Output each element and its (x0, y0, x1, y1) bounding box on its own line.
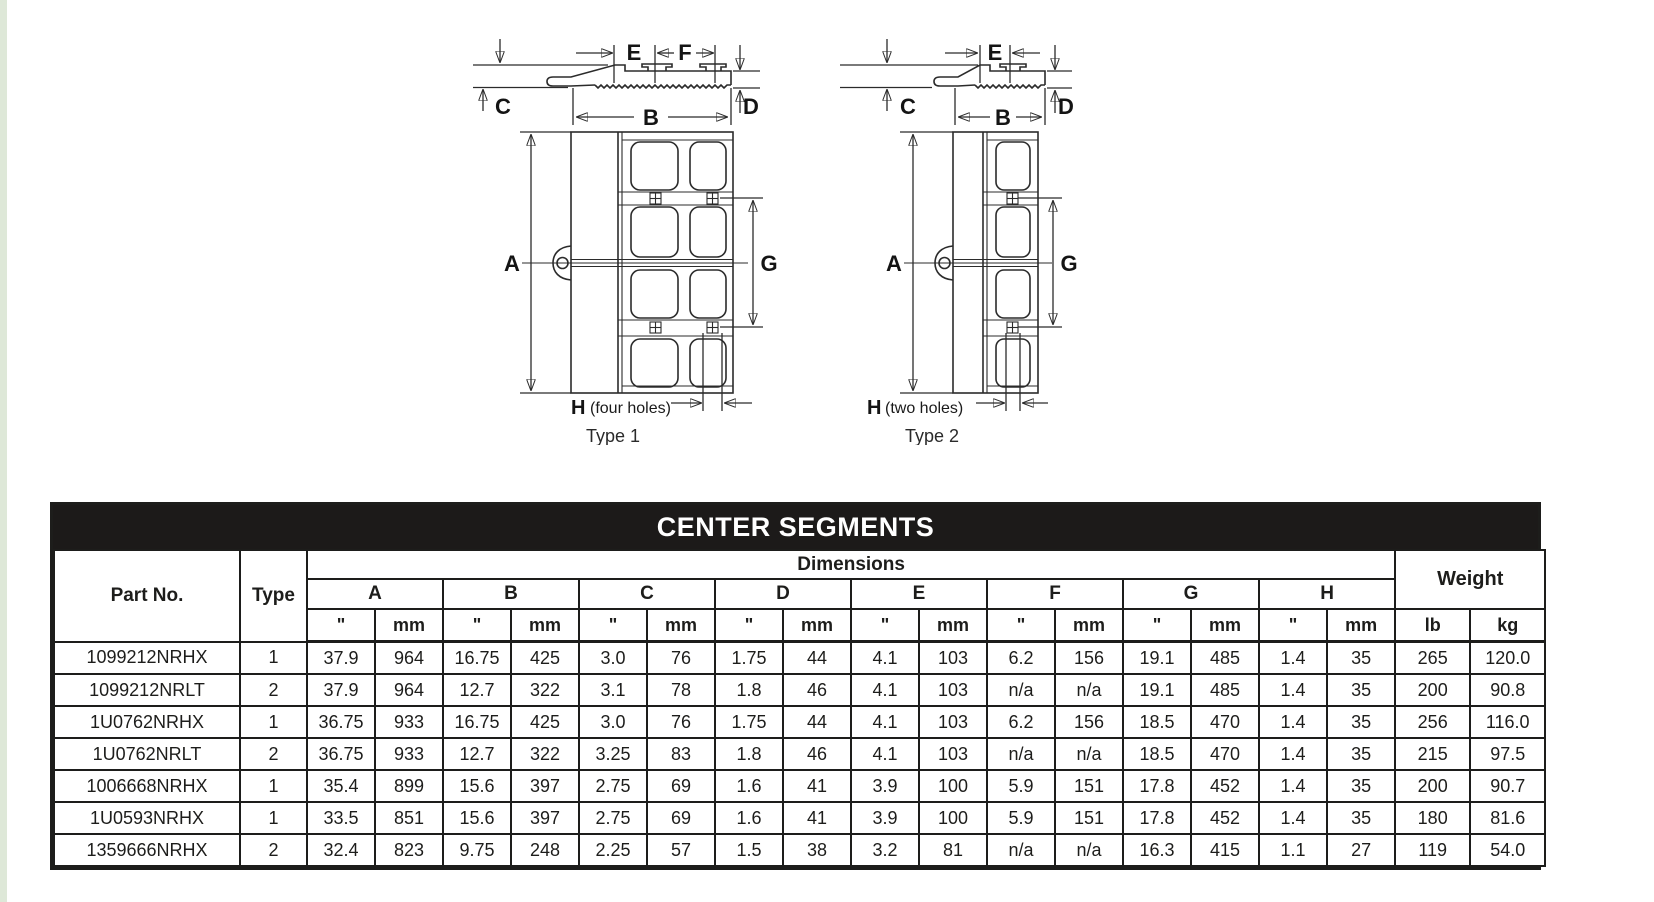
value-cell: 35 (1327, 802, 1395, 834)
header-dim-f: F (987, 579, 1123, 609)
dim-label-b: B (643, 105, 659, 130)
unit-in: " (307, 609, 375, 642)
value-cell: 2.25 (579, 834, 647, 866)
part-no-cell: 1099212NRHX (54, 642, 240, 675)
unit-lb: lb (1395, 609, 1470, 642)
type-cell: 1 (240, 802, 307, 834)
value-cell: 78 (647, 674, 715, 706)
unit-mm: mm (647, 609, 715, 642)
spec-table (53, 549, 1546, 867)
value-cell: 6.2 (987, 642, 1055, 675)
type2-caption: Type 2 (904, 426, 960, 445)
value-cell: n/a (1055, 738, 1123, 770)
value-cell: 5.9 (987, 802, 1055, 834)
value-cell: 35 (1327, 706, 1395, 738)
value-cell: 485 (1191, 674, 1259, 706)
unit-mm: mm (375, 609, 443, 642)
value-cell: 16.75 (443, 706, 511, 738)
value-cell: 18.5 (1123, 738, 1191, 770)
header-dim-b: B (443, 579, 579, 609)
value-cell: 83 (647, 738, 715, 770)
type2-clamp (1000, 64, 1026, 71)
value-cell: 35 (1327, 770, 1395, 802)
unit-mm: mm (1055, 609, 1123, 642)
type1-serration (595, 85, 731, 88)
value-cell: 37.9 (307, 642, 375, 675)
unit-mm: mm (1327, 609, 1395, 642)
value-cell: 415 (1191, 834, 1259, 866)
value-cell: 397 (511, 802, 579, 834)
value-cell: 452 (1191, 802, 1259, 834)
value-cell: 17.8 (1123, 802, 1191, 834)
value-cell: 4.1 (851, 706, 919, 738)
table-row (54, 834, 1545, 866)
dim-label-c: C (900, 94, 916, 119)
value-cell: 15.6 (443, 770, 511, 802)
value-cell: 322 (511, 738, 579, 770)
type-cell: 1 (240, 706, 307, 738)
value-cell: 19.1 (1123, 674, 1191, 706)
value-cell: 180 (1395, 802, 1470, 834)
value-cell: 1.4 (1259, 674, 1327, 706)
type-cell: 2 (240, 674, 307, 706)
value-cell: 2.75 (579, 770, 647, 802)
value-cell: 3.0 (579, 642, 647, 675)
value-cell: 16.3 (1123, 834, 1191, 866)
value-cell: 3.9 (851, 802, 919, 834)
value-cell: 81 (919, 834, 987, 866)
value-cell: 470 (1191, 706, 1259, 738)
dim-label-b: B (995, 105, 1011, 130)
type1-clamp-1 (642, 64, 672, 71)
value-cell: n/a (1055, 834, 1123, 866)
value-cell: 1.4 (1259, 642, 1327, 675)
value-cell: 46 (783, 674, 851, 706)
center-segments-table (50, 502, 1541, 870)
dim-label-h: H (571, 397, 586, 419)
value-cell: 38 (783, 834, 851, 866)
value-cell: 1.4 (1259, 738, 1327, 770)
value-cell: 97.5 (1470, 738, 1545, 770)
value-cell: 1.75 (715, 706, 783, 738)
value-cell: 54.0 (1470, 834, 1545, 866)
value-cell: n/a (987, 738, 1055, 770)
type2-serration (975, 85, 1045, 88)
value-cell: 41 (783, 802, 851, 834)
dim-label-a: A (504, 251, 520, 276)
value-cell: 41 (783, 770, 851, 802)
value-cell: 35 (1327, 738, 1395, 770)
value-cell: 76 (647, 642, 715, 675)
value-cell: 933 (375, 706, 443, 738)
table-row (54, 738, 1545, 770)
left-strip (0, 0, 7, 902)
value-cell: 200 (1395, 674, 1470, 706)
value-cell: 2.75 (579, 802, 647, 834)
type-cell: 1 (240, 642, 307, 675)
value-cell: 4.1 (851, 738, 919, 770)
value-cell: 35 (1327, 642, 1395, 675)
value-cell: 1.6 (715, 770, 783, 802)
value-cell: 156 (1055, 642, 1123, 675)
header-dim-c: C (579, 579, 715, 609)
type1-clamp-2 (700, 64, 726, 71)
header-dim-g: G (1123, 579, 1259, 609)
value-cell: 103 (919, 674, 987, 706)
type-cell: 2 (240, 738, 307, 770)
table-row (54, 770, 1545, 802)
header-weight: Weight (1395, 550, 1545, 609)
value-cell: 1.4 (1259, 770, 1327, 802)
value-cell: 933 (375, 738, 443, 770)
value-cell: 119 (1395, 834, 1470, 866)
table-body (54, 642, 1545, 867)
value-cell: 6.2 (987, 706, 1055, 738)
value-cell: 964 (375, 642, 443, 675)
type2-side-profile (934, 65, 1045, 86)
type2-drawing (800, 25, 1090, 445)
value-cell: 32.4 (307, 834, 375, 866)
value-cell: 322 (511, 674, 579, 706)
part-no-cell: 1U0593NRHX (54, 802, 240, 834)
value-cell: n/a (987, 674, 1055, 706)
value-cell: 9.75 (443, 834, 511, 866)
value-cell: 470 (1191, 738, 1259, 770)
value-cell: 1.4 (1259, 706, 1327, 738)
value-cell: 57 (647, 834, 715, 866)
value-cell: 452 (1191, 770, 1259, 802)
value-cell: 156 (1055, 706, 1123, 738)
value-cell: 4.1 (851, 674, 919, 706)
value-cell: 18.5 (1123, 706, 1191, 738)
value-cell: 3.0 (579, 706, 647, 738)
part-no-cell: 1359666NRHX (54, 834, 240, 866)
value-cell: 851 (375, 802, 443, 834)
value-cell: 16.75 (443, 642, 511, 675)
value-cell: 200 (1395, 770, 1470, 802)
dim-label-d: D (743, 94, 759, 119)
value-cell: 4.1 (851, 642, 919, 675)
value-cell: 1.1 (1259, 834, 1327, 866)
table-row (54, 706, 1545, 738)
dim-label-g: G (760, 251, 778, 276)
h-note-type2: (two holes) (885, 400, 964, 417)
value-cell: 116.0 (1470, 706, 1545, 738)
value-cell: 425 (511, 706, 579, 738)
type-cell: 1 (240, 770, 307, 802)
unit-in: " (443, 609, 511, 642)
header-dim-d: D (715, 579, 851, 609)
type1-caption: Type 1 (585, 426, 641, 445)
dim-label-e: E (987, 40, 1003, 65)
unit-mm: mm (511, 609, 579, 642)
value-cell: 90.8 (1470, 674, 1545, 706)
value-cell: 100 (919, 802, 987, 834)
value-cell: 81.6 (1470, 802, 1545, 834)
value-cell: 1.8 (715, 674, 783, 706)
value-cell: 1.75 (715, 642, 783, 675)
dim-label-a: A (886, 251, 902, 276)
value-cell: 1.8 (715, 738, 783, 770)
value-cell: 27 (1327, 834, 1395, 866)
unit-mm: mm (783, 609, 851, 642)
value-cell: 215 (1395, 738, 1470, 770)
value-cell: 1.4 (1259, 802, 1327, 834)
value-cell: 17.8 (1123, 770, 1191, 802)
value-cell: 5.9 (987, 770, 1055, 802)
value-cell: 151 (1055, 802, 1123, 834)
value-cell: 425 (511, 642, 579, 675)
value-cell: 1.5 (715, 834, 783, 866)
value-cell: 100 (919, 770, 987, 802)
value-cell: 256 (1395, 706, 1470, 738)
dim-label-h: H (867, 397, 882, 419)
value-cell: 397 (511, 770, 579, 802)
header-dim-a: A (307, 579, 443, 609)
value-cell: 823 (375, 834, 443, 866)
value-cell: 15.6 (443, 802, 511, 834)
value-cell: 485 (1191, 642, 1259, 675)
header-dimensions: Dimensions (307, 550, 1395, 579)
dim-label-f: F (678, 40, 692, 65)
value-cell: 90.7 (1470, 770, 1545, 802)
dim-label-e: E (626, 40, 642, 65)
unit-mm: mm (919, 609, 987, 642)
value-cell: 12.7 (443, 738, 511, 770)
dim-label-g: G (1060, 251, 1078, 276)
type1-side-profile (547, 65, 731, 86)
value-cell: 36.75 (307, 738, 375, 770)
value-cell: 964 (375, 674, 443, 706)
value-cell: n/a (1055, 674, 1123, 706)
type-cell: 2 (240, 834, 307, 866)
unit-in: " (715, 609, 783, 642)
value-cell: 248 (511, 834, 579, 866)
value-cell: 12.7 (443, 674, 511, 706)
part-no-cell: 1099212NRLT (54, 674, 240, 706)
header-dim-e: E (851, 579, 987, 609)
part-no-cell: 1U0762NRHX (54, 706, 240, 738)
value-cell: 69 (647, 770, 715, 802)
dim-label-d: D (1058, 94, 1074, 119)
value-cell: 44 (783, 642, 851, 675)
header-part-no: Part No. (54, 550, 240, 642)
value-cell: 76 (647, 706, 715, 738)
value-cell: 3.1 (579, 674, 647, 706)
value-cell: 46 (783, 738, 851, 770)
unit-in: " (579, 609, 647, 642)
value-cell: 899 (375, 770, 443, 802)
value-cell: 19.1 (1123, 642, 1191, 675)
unit-in: " (987, 609, 1055, 642)
unit-in: " (1123, 609, 1191, 642)
header-dim-h: H (1259, 579, 1395, 609)
value-cell: 151 (1055, 770, 1123, 802)
value-cell: 35 (1327, 674, 1395, 706)
table-row (54, 802, 1545, 834)
type1-drawing (438, 25, 783, 445)
value-cell: 35.4 (307, 770, 375, 802)
value-cell: n/a (987, 834, 1055, 866)
value-cell: 3.2 (851, 834, 919, 866)
unit-in: " (1259, 609, 1327, 642)
value-cell: 103 (919, 706, 987, 738)
value-cell: 120.0 (1470, 642, 1545, 675)
h-note-type1: (four holes) (590, 400, 671, 417)
value-cell: 69 (647, 802, 715, 834)
value-cell: 37.9 (307, 674, 375, 706)
unit-in: " (851, 609, 919, 642)
header-type: Type (240, 550, 307, 642)
value-cell: 1.6 (715, 802, 783, 834)
dim-label-c: C (495, 94, 511, 119)
value-cell: 3.25 (579, 738, 647, 770)
part-no-cell: 1U0762NRLT (54, 738, 240, 770)
table-row (54, 642, 1545, 675)
value-cell: 103 (919, 738, 987, 770)
unit-kg: kg (1470, 609, 1545, 642)
value-cell: 33.5 (307, 802, 375, 834)
value-cell: 3.9 (851, 770, 919, 802)
unit-mm: mm (1191, 609, 1259, 642)
table-row (54, 674, 1545, 706)
part-no-cell: 1006668NRHX (54, 770, 240, 802)
table-title: CENTER SEGMENTS (53, 505, 1538, 549)
value-cell: 103 (919, 642, 987, 675)
value-cell: 36.75 (307, 706, 375, 738)
value-cell: 265 (1395, 642, 1470, 675)
value-cell: 44 (783, 706, 851, 738)
